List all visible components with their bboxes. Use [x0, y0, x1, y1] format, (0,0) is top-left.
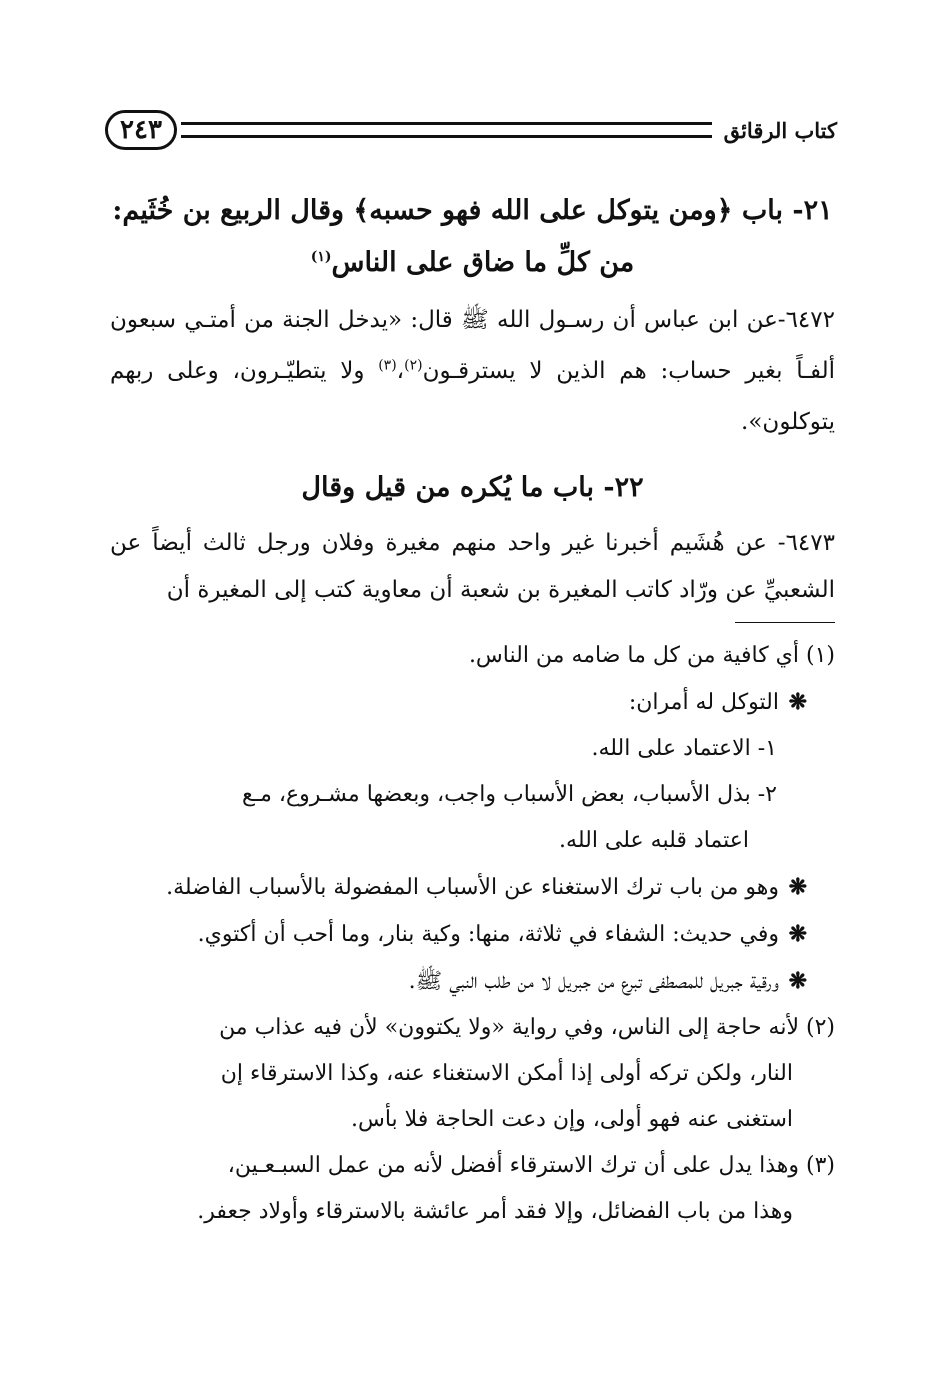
star-bullet-icon: ❋ — [788, 968, 807, 994]
tawakkul-point-2b-text: اعتماد قلبه على الله. — [559, 828, 749, 853]
chapter-21-title-line2-text: من كلِّ ما ضاق على الناس — [331, 247, 635, 278]
footnote-3-line1: (٣) وهذا يدل على أن ترك الاسترقاء أفضل لأنه من عمل السبـعـين، — [227, 1153, 835, 1178]
tawakkul-intro: التوكل له أمران: — [628, 690, 779, 715]
note-b-text: وفي حديث: الشفاء في ثلاثة، منها: وكية بنار، وما أحب أن أكتوي. — [197, 922, 779, 947]
footnote-ref-2: (٢) — [404, 357, 423, 374]
note-tawakkul — [110, 679, 835, 726]
star-bullet-icon: ❋ — [788, 874, 807, 900]
tawakkul-point-2b — [110, 818, 835, 864]
note-c-text: ورقية جبريل للمصطفى تبرع من جبريل لا من طلب النبي ﷺ. — [408, 969, 779, 994]
star-bullet-icon: ❋ — [788, 689, 807, 715]
note-c — [110, 958, 835, 1005]
footnote-2-line2: النار، ولكن تركه أولى إذا أمكن الاستغناء عنه، وكذا الاسترقاء إن — [220, 1061, 793, 1086]
footnote-2-line3: استغنى عنه فهو أولى، وإن دعت الحاجة فلا بأس. — [350, 1107, 793, 1132]
chapter-21-title — [110, 185, 835, 289]
tawakkul-point-1: ١- الاعتماد على الله. — [591, 736, 777, 761]
ref-separator: ، — [396, 358, 405, 384]
footnote-separator — [735, 622, 835, 623]
note-a-text: وهو من باب ترك الاستغناء عن الأسباب المفضولة بالأسباب الفاضلة. — [166, 875, 779, 900]
tawakkul-point-2a: ٢- بذل الأسباب، بعض الأسباب واجب، وبعضها مشـروع، مـع — [241, 782, 777, 807]
footnote-3-line2: وهذا من باب الفضائل، وإلا فقد أمر عائشة بالاسترقاء وأولاد جعفر. — [197, 1199, 793, 1224]
hadith-6472-part2: ولا يتطيّـرون، وعلى ربهم يتوكلون». — [110, 358, 835, 435]
note-b — [110, 911, 835, 958]
running-header — [105, 100, 837, 160]
hadith-6472-part1: ٦٤٧٢-عن ابن عباس أن رسـول الله ﷺ قال: «يدخل الجنة من أمتـي سبعون ألفـاً بغير حساب: هم الذين لا يسترقـون — [110, 307, 835, 384]
note-a — [110, 864, 835, 911]
chapter-21-title-line2 — [110, 237, 835, 289]
footnotes — [110, 633, 835, 1235]
chapter-22-title: ٢٢- باب ما يُكره من قيل وقال — [301, 472, 644, 503]
hadith-6472 — [110, 295, 835, 448]
book-title: كتاب الرقائق — [723, 117, 837, 143]
footnote-ref-1: (١) — [310, 249, 332, 265]
chapter-21-title-line1: ٢١- باب ﴿ومن يتوكل على الله فهو حسبه﴾ وقال الربيع بن خُثَيم: — [112, 195, 833, 226]
page-content — [110, 185, 835, 1235]
footnote-1: (١) أي كافية من كل ما ضامه من الناس. — [468, 643, 835, 668]
page-number: ٢٤٣ — [105, 110, 177, 150]
header-rule — [181, 122, 712, 138]
footnote-2-line1: (٢) لأنه حاجة إلى الناس، وفي رواية «ولا يكتوون» لأن فيه عذاب من — [219, 1015, 835, 1040]
hadith-6473: ٦٤٧٣- عن هُشَيم أخبرنا غير واحد منهم مغيرة وفلان ورجل ثالث أيضاً عن الشعبيِّ عن ورّاد كاتب المغيرة بن شعبة أن معاوية كتب إلى المغيرة أن — [110, 530, 835, 603]
footnote-ref-3: (٣) — [378, 357, 397, 374]
star-bullet-icon: ❋ — [788, 921, 807, 947]
